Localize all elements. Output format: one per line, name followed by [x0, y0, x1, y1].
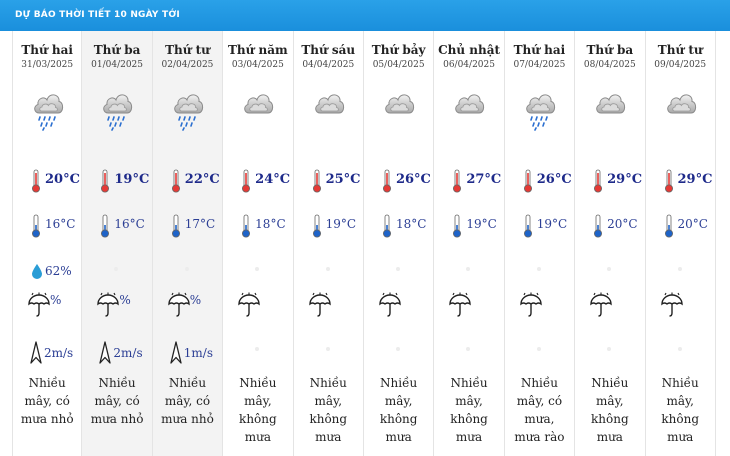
- cloud-rain-icon: [101, 89, 133, 133]
- wind-row: [646, 341, 715, 363]
- low-temp-row: [223, 214, 292, 236]
- umbrella-icon: [378, 292, 402, 322]
- high-temp: 29°C: [677, 172, 713, 187]
- high-temp-row: [364, 169, 433, 191]
- weather-description: Nhiều mây, không mưa: [450, 376, 488, 444]
- empty-dot: [255, 267, 259, 271]
- empty-dot: [114, 267, 118, 271]
- high-temp: 27°C: [466, 172, 502, 187]
- day-column: [294, 31, 364, 456]
- high-temp-row: [294, 169, 363, 191]
- day-date: 08/04/2025: [583, 60, 636, 70]
- low-temp-row: [364, 214, 433, 236]
- umbrella-icon: [96, 292, 120, 322]
- umbrella-icon: [167, 292, 191, 322]
- day-date: 31/03/2025: [21, 60, 74, 70]
- thermometer-cold-icon: [593, 214, 603, 242]
- wind-row: [505, 341, 574, 363]
- humidity-row: [575, 261, 644, 283]
- rain-chance: %: [189, 293, 202, 307]
- high-temp: 26°C: [536, 172, 572, 187]
- low-temp: 16°C: [45, 217, 76, 231]
- rain-chance-row: [294, 292, 363, 314]
- day-date: 04/04/2025: [302, 60, 355, 70]
- weather-description: Nhiều mây, không mưa: [591, 376, 629, 444]
- day-column: [223, 31, 293, 456]
- low-temp: 16°C: [114, 217, 145, 231]
- day-date: 05/04/2025: [372, 60, 425, 70]
- day-date: 06/04/2025: [443, 60, 495, 70]
- day-column: [153, 31, 223, 456]
- cloud-icon: [383, 89, 415, 133]
- empty-dot: [537, 267, 541, 271]
- empty-dot: [185, 267, 189, 271]
- humidity-row: [13, 261, 81, 283]
- cloud-rain-icon: [524, 89, 556, 133]
- day-name: Thứ ba: [93, 43, 141, 57]
- low-temp-row: [13, 214, 81, 236]
- thermometer-hot-icon: [171, 169, 181, 197]
- wind-row: [575, 341, 644, 363]
- high-temp-row: [575, 169, 644, 191]
- low-temp: 18°C: [255, 217, 286, 231]
- day-column: [434, 31, 504, 456]
- low-temp: 20°C: [607, 217, 638, 231]
- rain-chance: %: [119, 293, 131, 307]
- empty-dot: [466, 347, 470, 351]
- low-temp: 18°C: [395, 217, 427, 231]
- weather-description: Nhiều mây, có mưa nhỏ: [90, 376, 144, 426]
- thermometer-cold-icon: [171, 214, 181, 242]
- humidity-row: [434, 261, 503, 283]
- thermometer-cold-icon: [382, 214, 392, 242]
- day-column: [364, 31, 434, 456]
- weather-description: Nhiều mây, không mưa: [661, 376, 700, 444]
- rain-chance-row: [646, 292, 715, 314]
- weather-description: Nhiều mây, không mưa: [379, 376, 418, 444]
- humidity-row: [646, 261, 715, 283]
- day-name: Thứ tư: [165, 43, 210, 57]
- thermometer-cold-icon: [241, 214, 251, 242]
- low-temp-row: [575, 214, 644, 236]
- day-name: Thứ hai: [21, 43, 73, 57]
- low-temp: 20°C: [677, 217, 708, 231]
- high-temp-row: [13, 169, 81, 191]
- thermometer-hot-icon: [382, 169, 392, 197]
- day-name: Thứ năm: [227, 43, 288, 57]
- water-drop-icon: [31, 263, 43, 283]
- low-temp-row: [646, 214, 715, 236]
- high-temp-row: [434, 169, 503, 191]
- day-column: [505, 31, 575, 456]
- cloud-icon: [453, 89, 485, 133]
- wind-row: [82, 341, 151, 363]
- high-temp: 24°C: [255, 172, 291, 187]
- cloud-icon: [242, 89, 274, 133]
- thermometer-hot-icon: [593, 169, 603, 197]
- thermometer-hot-icon: [664, 169, 674, 197]
- wind-speed: 2m/s: [113, 346, 143, 360]
- umbrella-icon: [308, 292, 332, 322]
- weather-description: Nhiều mây, có mưa nhỏ: [20, 376, 74, 426]
- humidity-row: [364, 261, 433, 283]
- low-temp-row: [434, 214, 503, 236]
- humidity-row: [82, 261, 151, 283]
- weather-description: Nhiều mây, có mưa nhỏ: [161, 376, 214, 426]
- empty-dot: [326, 267, 330, 271]
- humidity-row: [294, 261, 363, 283]
- high-temp-row: [646, 169, 715, 191]
- day-name: Thứ sáu: [301, 43, 356, 57]
- high-temp: 20°C: [45, 172, 80, 187]
- humidity: 62%: [45, 264, 72, 278]
- weather-description: Nhiều mây, không mưa: [309, 376, 348, 444]
- wind-row: [153, 341, 222, 363]
- empty-dot: [396, 347, 400, 351]
- rain-chance-row: [434, 292, 503, 314]
- low-temp-row: [294, 214, 363, 236]
- cloud-rain-icon: [172, 89, 204, 133]
- umbrella-icon: [27, 292, 51, 322]
- forecast-header: [0, 0, 730, 31]
- thermometer-cold-icon: [31, 214, 41, 242]
- wind-speed: 1m/s: [183, 346, 213, 360]
- cloud-icon: [665, 89, 697, 133]
- thermometer-cold-icon: [312, 214, 322, 242]
- cloud-rain-icon: [32, 89, 64, 133]
- thermometer-hot-icon: [523, 169, 533, 197]
- thermometer-hot-icon: [452, 169, 462, 197]
- low-temp: 19°C: [536, 217, 568, 231]
- wind-row: [13, 341, 81, 363]
- wind-arrow-icon: [99, 341, 111, 369]
- low-temp-row: [82, 214, 151, 236]
- umbrella-icon: [660, 292, 684, 322]
- wind-row: [223, 341, 292, 363]
- empty-dot: [466, 267, 470, 271]
- empty-dot: [326, 347, 330, 351]
- high-temp: 25°C: [325, 172, 361, 187]
- wind-row: [434, 341, 503, 363]
- wind-arrow-icon: [30, 341, 42, 369]
- umbrella-icon: [448, 292, 472, 322]
- empty-dot: [396, 267, 400, 271]
- cloud-icon: [594, 89, 626, 133]
- day-date: 03/04/2025: [231, 60, 284, 70]
- umbrella-icon: [589, 292, 613, 322]
- day-column: [82, 31, 152, 456]
- humidity-row: [223, 261, 292, 283]
- day-name: Thứ bảy: [371, 43, 426, 57]
- day-column: [12, 31, 82, 456]
- day-columns: [12, 31, 716, 456]
- day-name: Thứ tư: [657, 43, 703, 57]
- umbrella-icon: [519, 292, 543, 322]
- rain-chance-row: [223, 292, 292, 314]
- humidity-row: [505, 261, 574, 283]
- empty-dot: [678, 267, 682, 271]
- day-column: [646, 31, 716, 456]
- high-temp-row: [223, 169, 292, 191]
- weather-description: Nhiều mây, không mưa: [239, 376, 277, 444]
- forecast-title: DỰ BÁO THỜI TIẾT 10 NGÀY TỚI: [15, 10, 180, 20]
- day-date: 01/04/2025: [91, 60, 144, 70]
- rain-chance-row: [364, 292, 433, 314]
- day-name: Thứ ba: [586, 43, 634, 57]
- thermometer-cold-icon: [452, 214, 462, 242]
- rain-chance: %: [50, 293, 62, 307]
- high-temp: 19°C: [114, 172, 150, 187]
- thermometer-cold-icon: [523, 214, 533, 242]
- wind-arrow-icon: [170, 341, 182, 369]
- thermometer-hot-icon: [241, 169, 251, 197]
- humidity-row: [153, 261, 222, 283]
- low-temp-row: [505, 214, 574, 236]
- wind-speed: 2m/s: [44, 346, 74, 360]
- rain-chance-row: [153, 292, 222, 314]
- rain-chance-row: [575, 292, 644, 314]
- low-temp-row: [153, 214, 222, 236]
- high-temp: 26°C: [395, 172, 431, 187]
- high-temp: 29°C: [607, 172, 643, 187]
- day-date: 02/04/2025: [161, 60, 214, 70]
- wind-row: [294, 341, 363, 363]
- thermometer-hot-icon: [100, 169, 110, 197]
- low-temp: 19°C: [325, 217, 357, 231]
- weather-description: Nhiều mây, có mưa, mưa rào: [514, 376, 565, 444]
- rain-chance-row: [82, 292, 151, 314]
- high-temp: 22°C: [184, 172, 220, 187]
- low-temp: 17°C: [184, 217, 216, 231]
- empty-dot: [678, 347, 682, 351]
- thermometer-hot-icon: [312, 169, 322, 197]
- empty-dot: [607, 267, 611, 271]
- day-date: 07/04/2025: [513, 60, 566, 70]
- day-column: [575, 31, 645, 456]
- high-temp-row: [82, 169, 151, 191]
- thermometer-cold-icon: [100, 214, 110, 242]
- rain-chance-row: [505, 292, 574, 314]
- thermometer-cold-icon: [664, 214, 674, 242]
- low-temp: 19°C: [466, 217, 497, 231]
- thermometer-hot-icon: [31, 169, 41, 197]
- rain-chance-row: [13, 292, 81, 314]
- empty-dot: [607, 347, 611, 351]
- umbrella-icon: [237, 292, 261, 322]
- wind-row: [364, 341, 433, 363]
- day-name: Chủ nhật: [438, 43, 501, 57]
- day-name: Thứ hai: [513, 43, 566, 57]
- high-temp-row: [505, 169, 574, 191]
- high-temp-row: [153, 169, 222, 191]
- empty-dot: [537, 347, 541, 351]
- empty-dot: [255, 347, 259, 351]
- cloud-icon: [313, 89, 345, 133]
- day-date: 09/04/2025: [654, 60, 707, 70]
